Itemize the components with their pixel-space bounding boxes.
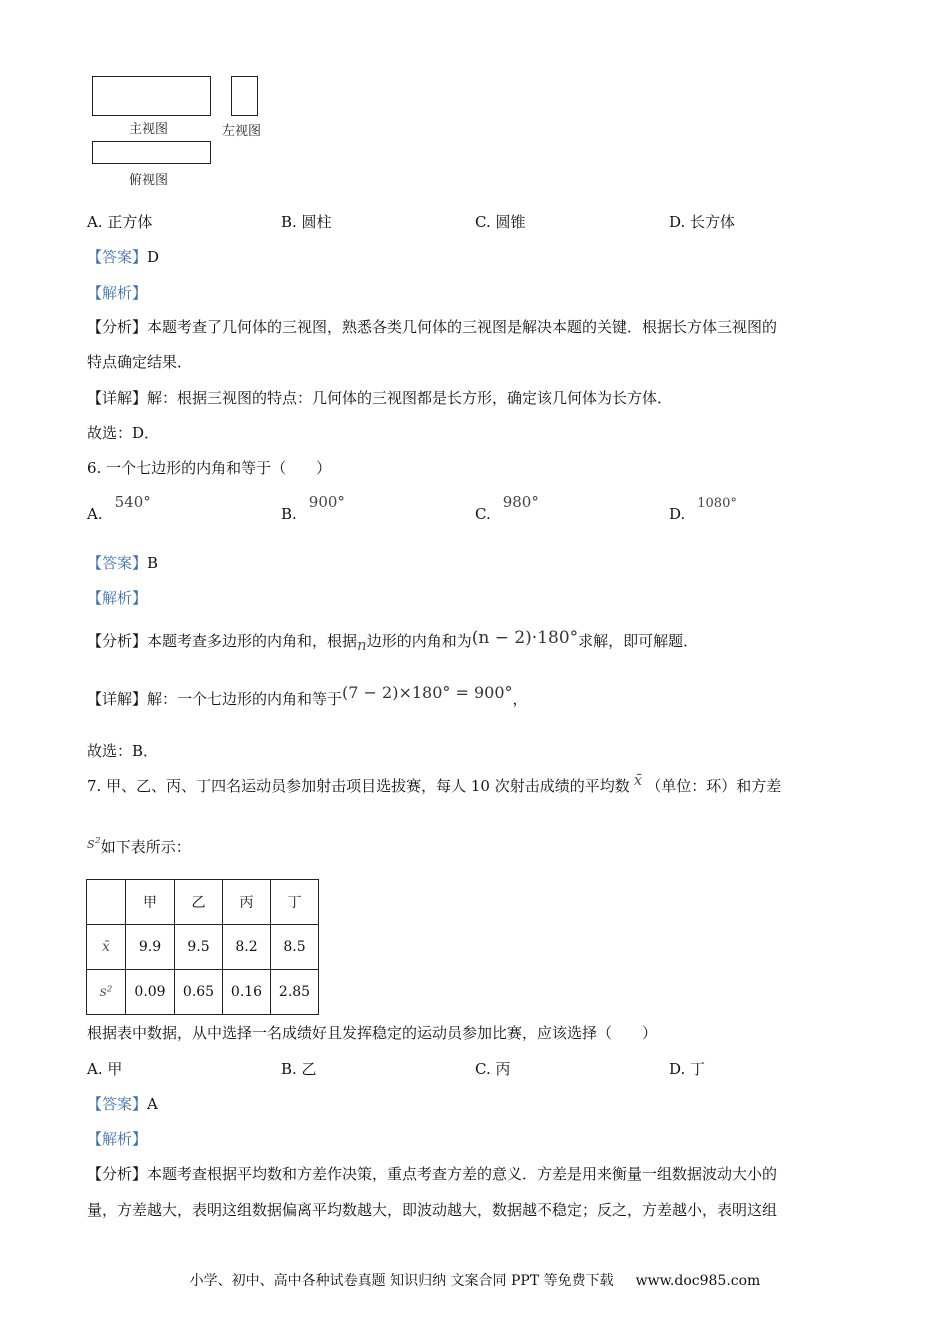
x-bar: x̄ [633, 771, 643, 789]
page-footer [0, 1270, 950, 1290]
option-value: 980° [502, 493, 539, 511]
table-cell: 0.65 [175, 970, 223, 1015]
q6-choice: 故选：B． [87, 742, 159, 760]
answer-tag: 【答案】 [87, 248, 148, 266]
q5-option-a: A. 正方体 [87, 213, 153, 231]
stats-table [86, 879, 319, 1015]
table-row [87, 970, 319, 1015]
q7-option-c: C. 丙 [475, 1060, 511, 1078]
fenxi-text: 边形的内角和为 [366, 632, 472, 650]
q7-prompt: 根据表中数据，从中选择一名成绩好且发挥稳定的运动员参加比赛，应该选择（ ） [87, 1024, 658, 1042]
q7-fenxi-line1: 【分析】本题考查根据平均数和方差作决策，重点考查方差的意义．方差是用来衡量一组数据波动大小的 [87, 1165, 778, 1183]
table-cell: s² [87, 970, 126, 1015]
q7-question-line1 [87, 771, 782, 796]
top-view-rect [92, 141, 211, 164]
table-cell: 8.2 [223, 925, 271, 970]
q5-detail: 【详解】解：根据三视图的特点：几何体的三视图都是长方形，确定该几何体为长方体． [87, 389, 673, 407]
table-header-cell: 甲 [126, 880, 175, 925]
table-cell: x̄ [87, 925, 126, 970]
q5-choice: 故选：D． [87, 424, 160, 442]
q5-answer [87, 246, 159, 267]
table-header-cell: 丙 [223, 880, 271, 925]
table-header-cell [87, 880, 126, 925]
q6-fenxi [87, 628, 699, 654]
answer-value: B [147, 554, 159, 572]
left-view-label: 左视图 [222, 124, 262, 139]
table-header-cell: 乙 [175, 880, 223, 925]
q7-option-b: B. 乙 [281, 1060, 317, 1078]
q5-fenxi-line1: 【分析】本题考查了几何体的三视图，熟悉各类几何体的三视图是解决本题的关键．根据长方体三视图的 [87, 318, 778, 336]
q5-option-c: C. 圆锥 [475, 213, 526, 231]
option-value: 1080° [697, 496, 737, 511]
fenxi-text: 求解，即可解题． [578, 632, 699, 650]
table-header-row [87, 880, 319, 925]
table-cell: 0.16 [223, 970, 271, 1015]
detail-text: ， [512, 690, 528, 708]
q7-option-d: D. 丁 [669, 1060, 706, 1078]
left-view-rect [231, 76, 258, 116]
answer-value: A [147, 1095, 158, 1113]
table-header-cell: 丁 [271, 880, 319, 925]
q6-question: 6. 一个七边形的内角和等于（ ） [87, 459, 332, 477]
option-letter: A. [87, 505, 103, 523]
main-view-rect [92, 76, 211, 116]
table-cell: 9.5 [175, 925, 223, 970]
q6-option-c [475, 493, 539, 523]
q7-fenxi-line2: 量，方差越大，表明这组数据偏离平均数越大，即波动越大，数据越不稳定；反之，方差越小，表明这组 [87, 1201, 778, 1219]
q7-question-line2 [87, 836, 191, 857]
q6-analysis-tag: 【解析】 [87, 589, 148, 607]
table-row [87, 925, 319, 970]
main-view-label: 主视图 [129, 122, 169, 137]
q5-option-b: B. 圆柱 [281, 213, 332, 231]
table-cell: 0.09 [126, 970, 175, 1015]
answer-value: D [147, 248, 160, 266]
q6-option-a [87, 493, 151, 523]
q6-option-b [281, 493, 345, 523]
question-text: 7. 甲、乙、丙、丁四名运动员参加射击项目选拔赛，每人 10 次射击成绩的平均数 [87, 777, 630, 795]
q7-answer [87, 1093, 158, 1114]
option-value: 900° [308, 493, 345, 511]
q6-answer [87, 552, 158, 573]
q6-option-d [669, 496, 737, 523]
q6-detail [87, 683, 528, 709]
formula: (7 − 2)×180° = 900° [342, 683, 513, 702]
q7-analysis-tag: 【解析】 [87, 1130, 148, 1148]
option-letter: C. [475, 505, 491, 523]
question-text: 如下表所示： [100, 838, 191, 856]
option-letter: B. [281, 505, 297, 523]
s-squared: s² [87, 834, 101, 852]
option-letter: D. [669, 505, 686, 523]
top-view-label: 俯视图 [129, 173, 169, 188]
q5-option-d: D. 长方体 [669, 213, 736, 231]
table-cell: 8.5 [271, 925, 319, 970]
detail-text: 【详解】解：一个七边形的内角和等于 [87, 690, 343, 708]
formula: (n − 2)·180° [471, 628, 579, 648]
fenxi-text: 【分析】本题考查多边形的内角和，根据 [87, 632, 358, 650]
q5-fenxi-line2: 特点确定结果． [87, 353, 193, 371]
q7-option-a: A. 甲 [87, 1060, 123, 1078]
footer-url[interactable]: www.doc985.com [635, 1273, 761, 1289]
answer-tag: 【答案】 [87, 554, 148, 572]
table-cell: 2.85 [271, 970, 319, 1015]
q5-analysis-tag: 【解析】 [87, 284, 148, 302]
table-cell: 9.9 [126, 925, 175, 970]
answer-tag: 【答案】 [87, 1095, 148, 1113]
variable-n: n [357, 636, 367, 654]
footer-text: 小学、初中、高中各种试卷真题 知识归纳 文案合同 PPT 等免费下载 [189, 1273, 614, 1289]
question-text: （单位：环）和方差 [646, 777, 782, 795]
option-value: 540° [114, 493, 151, 511]
